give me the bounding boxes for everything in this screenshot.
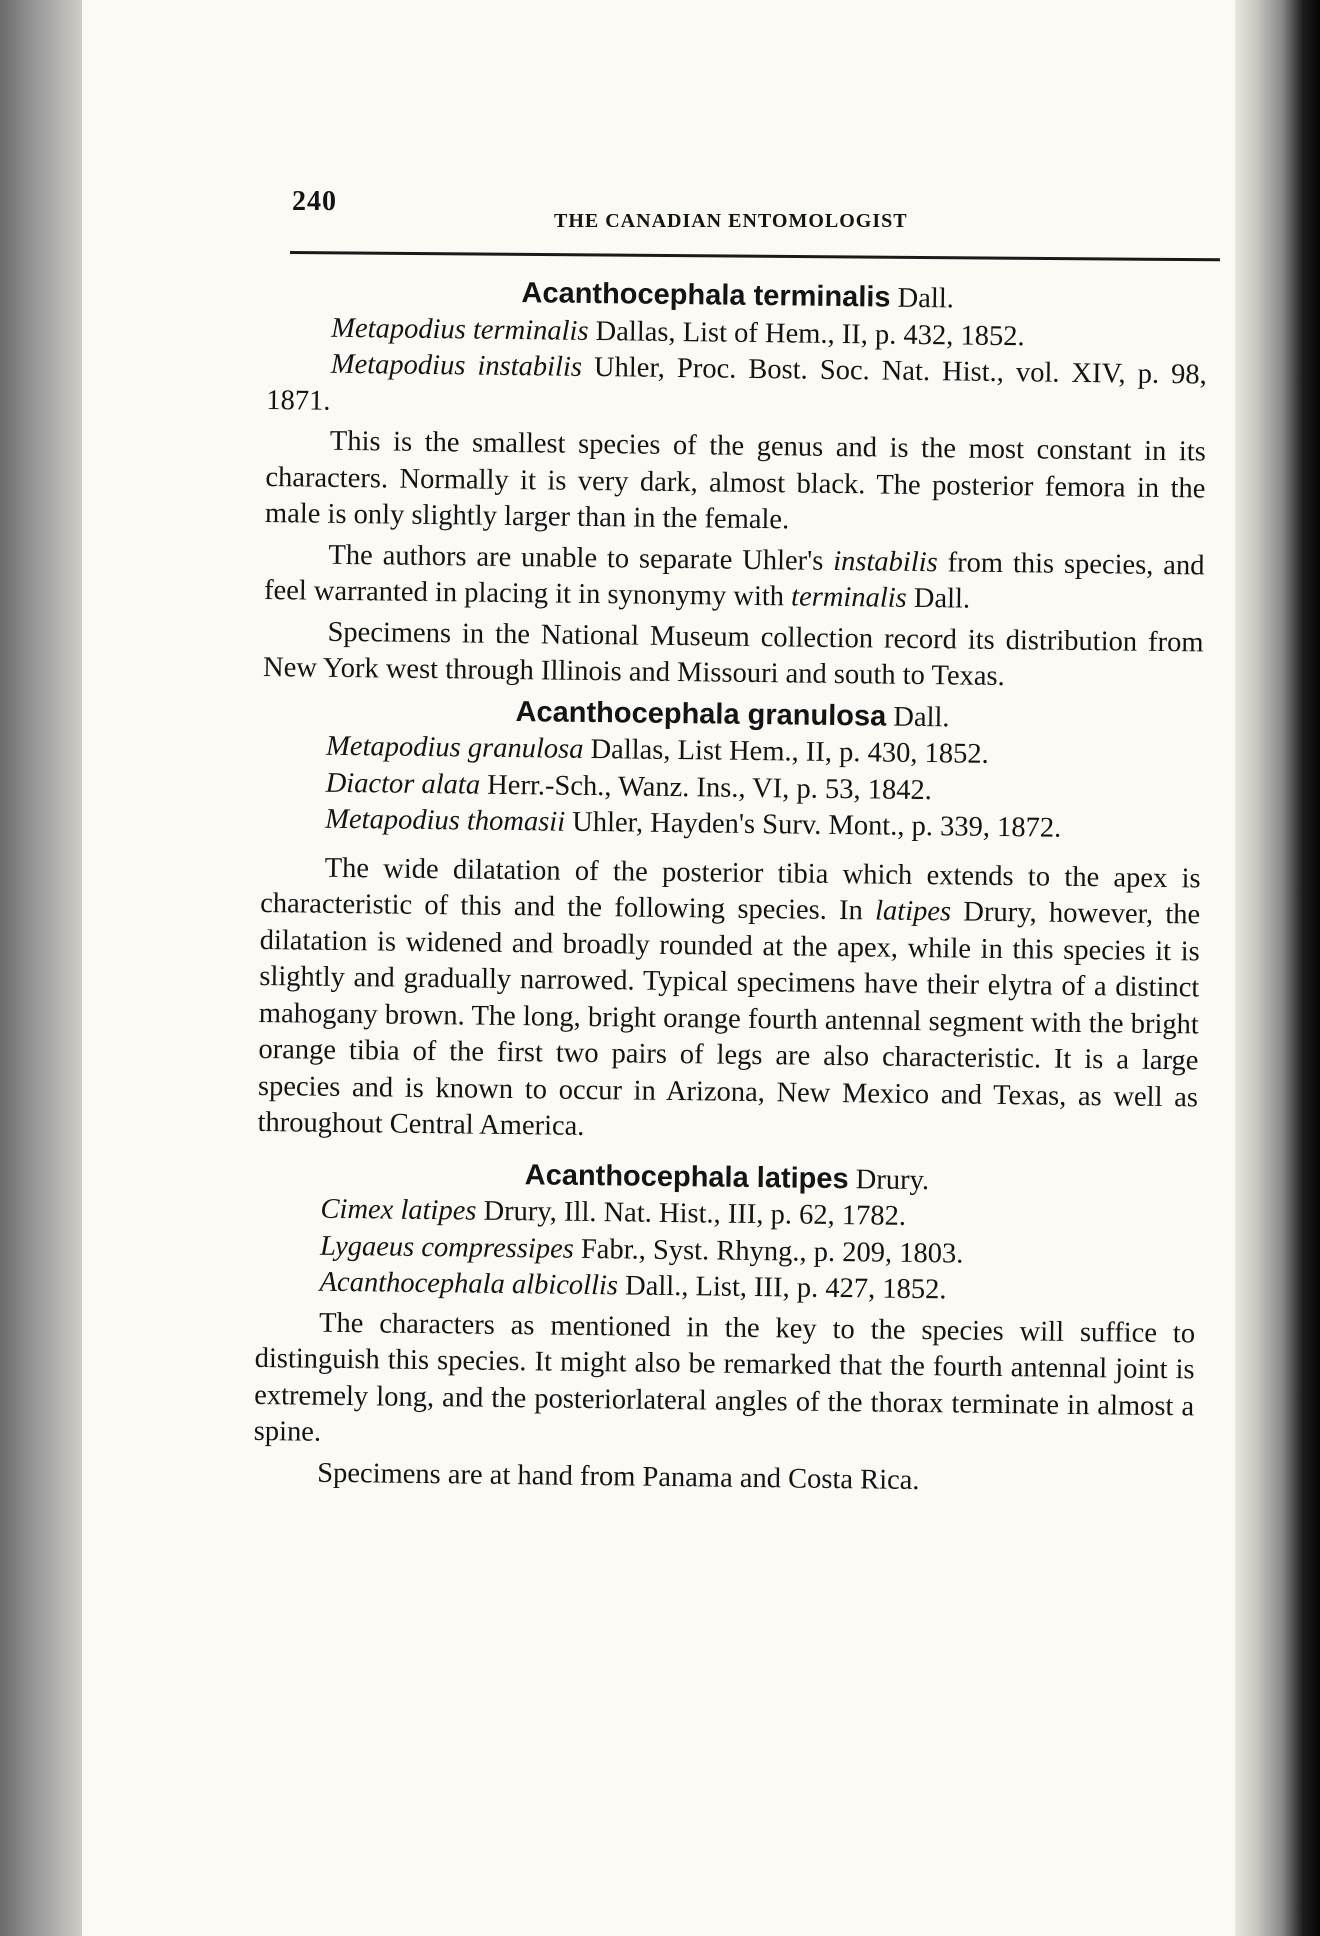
synonym-citation: Metapodius granulosa Dallas, List Hem., II, p. 430, 1852. (325, 730, 989, 770)
running-head (292, 186, 1292, 236)
body-paragraph: The characters as mentioned in the key to the species will suffice to distinguish this species. It might also be remarked that the fourth antennal joint is extremely long, and the posteriorlateral angles of the thorax terminate in almost a spine. (253, 1307, 1196, 1448)
synonym-citation: Acanthocephala albicollis Dall., List, III, p. 427, 1852. (319, 1266, 947, 1306)
binding-shadow-left (0, 0, 82, 1936)
synonym-citation: Metapodius thomasii Uhler, Hayden's Surv. Mont., p. 339, 1872. (325, 803, 1062, 844)
synonym-citation: Metapodius terminalis Dallas, List of Hem., II, p. 432, 1852. (331, 312, 1025, 352)
page-body (253, 268, 1208, 1502)
page-number: 240 (292, 186, 337, 217)
species-heading-terminalis: Acanthocephala terminalis Dall. (521, 277, 955, 315)
binding-shadow-right (1235, 0, 1320, 1936)
body-paragraph: Specimens are at hand from Panama and Costa Rica. (317, 1457, 920, 1496)
journal-title: THE CANADIAN ENTOMOLOGIST (554, 210, 908, 232)
body-paragraph: This is the smallest species of the genus and is the most constant in its characters. Normally it is very dark, almost black. The posterior femora in the male is only slightly larger than in the female. (264, 425, 1207, 536)
body-paragraph: Specimens in the National Museum collection record its distribution from New York west through Illinois and Missouri and south to Texas. (262, 616, 1204, 693)
body-paragraph: The wide dilatation of the posterior tibia which extends to the apex is characteristic of this and the following species. In latipes Drury, however, the dilatation is widened and broadly rounded at the apex, while in this species it is slightly and gradually narrowed. Typical specimens have their elytra of a distinct mahogany brown. The long, bright orange fourth antennal segment with the bright orange tibia of the first two pairs of legs are also characteristic. It is a large species and is known to occur in Arizona, New Mexico and Texas, as well as throughout Central America. (257, 852, 1201, 1142)
species-heading-latipes: Acanthocephala latipes Drury. (524, 1158, 930, 1196)
species-heading-granulosa: Acanthocephala granulosa Dall. (515, 695, 950, 733)
synonym-citation: Metapodius instabilis Uhler, Proc. Bost. Soc. Nat. Hist., vol. XIV, p. 98, 1871. (266, 348, 1207, 417)
synonym-citation: Diactor alata Herr.-Sch., Wanz. Ins., VI, p. 53, 1842. (325, 767, 933, 806)
synonym-citation: Lygaeus compressipes Fabr., Syst. Rhyng., p. 209, 1803. (319, 1230, 964, 1270)
synonym-citation: Cimex latipes Drury, Ill. Nat. Hist., III, p. 62, 1782. (320, 1193, 907, 1232)
body-paragraph: The authors are unable to separate Uhler's instabilis from this species, and feel warranted in placing it in synonymy with terminalis Dall. (263, 539, 1205, 615)
